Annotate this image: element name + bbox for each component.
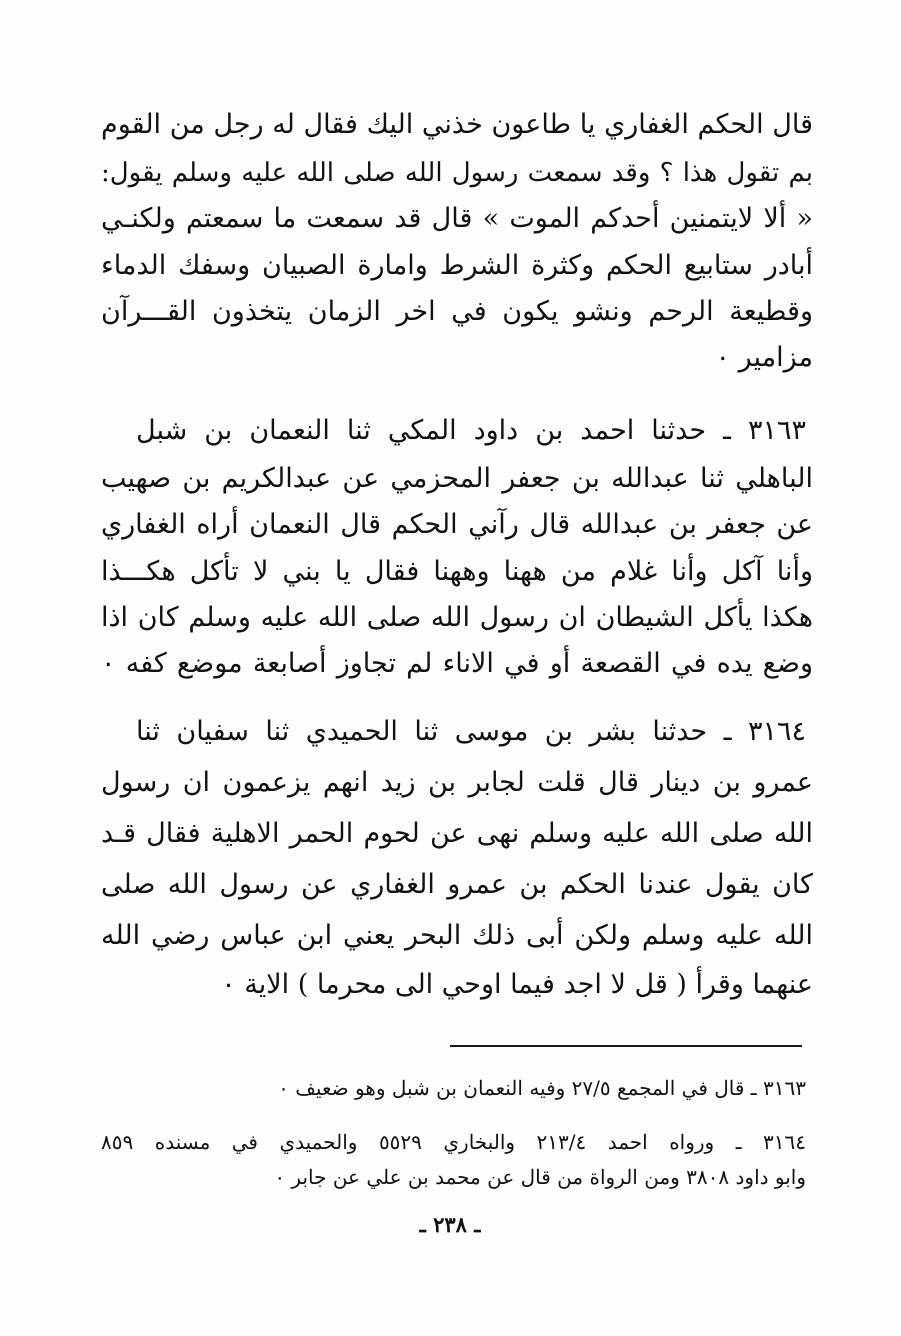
text-line: أبادر ستابيع الحكم وكثرة الشرط وامارة الصبيان وسفك الدماء [101, 250, 813, 281]
text-line: الله عليه وسلم ولكن أبى ذلك البحر يعني ابن عباس رضي الله [101, 920, 813, 951]
text-line: عنهما وقرأ ( قل لا اجد فيما اوحي الى محرما ) الاية ٠ [221, 969, 813, 1000]
footnote-3164-line-2: وابو داود ٣٨٠٨ ومن الرواة من قال عن محمد بن علي عن جابر ٠ [274, 1165, 806, 1189]
text-line: عن جعفر بن عبدالله قال رآني الحكم قال النعمان أراه الغفاري [101, 509, 813, 540]
hadith-heading-line: ٣١٦٣ ـ حدثنا احمد بن داود المكي ثنا النعمان بن شبل [136, 415, 806, 446]
text-line: بم تقول هذا ؟ وقد سمعت رسول الله صلى الله عليه وسلم يقول: [101, 158, 813, 188]
text-line: وقطيعة الرحم ونشو يكون في اخر الزمان يتخذون القـــرآن [101, 296, 813, 327]
text-line: وضع يده في القصعة أو في الاناء لم تجاوز أصابعة موضع كفه ٠ [101, 648, 813, 679]
text-line: الباهلي ثنا عبدالله بن جعفر المحزمي عن عبدالكريم بن صهيب [101, 463, 813, 494]
text-line: عمرو بن دينار قال قلت لجابر بن زيد انهم يزعمون ان رسول [101, 767, 813, 798]
text-line: مزامير ٠ [715, 342, 813, 373]
text-line: وأنا آكل وأنا غلام من ههنا وههنا فقال يا بني لا تأكل هكـــذا [101, 556, 813, 587]
text-line: كان يقول عندنا الحكم بن عمرو الغفاري عن رسول الله صلى [101, 869, 813, 900]
footnote-separator [450, 1045, 802, 1047]
text-line: قال الحكم الغفاري يا طاعون خذني اليك فقال له رجل من القوم [101, 109, 813, 140]
text-line: هكذا يأكل الشيطان ان رسول الله صلى الله عليه وسلم كان اذا [101, 602, 813, 633]
page-number: ـ ٢٣٨ ـ [419, 1212, 481, 1237]
hadith-heading-line: ٣١٦٤ ـ حدثنا بشر بن موسى ثنا الحميدي ثنا سفيان ثنا [136, 716, 806, 747]
footnote-3164-line-1: ٣١٦٤ ـ ورواه احمد ٢١٣/٤ والبخاري ٥٥٢٩ والحميدي في مسنده ٨٥٩ [101, 1130, 806, 1154]
text-line: « ألا لايتمنين أحدكم الموت » قال قد سمعت ما سمعتم ولكنـي [101, 203, 813, 234]
footnote-3163: ٣١٦٣ ـ قال في المجمع ٢٧/٥ وفيه النعمان بن شبل وهو ضعيف ٠ [278, 1076, 806, 1100]
text-line: الله صلى الله عليه وسلم نهى عن لحوم الحمر الاهلية فقال قـد [101, 818, 813, 849]
